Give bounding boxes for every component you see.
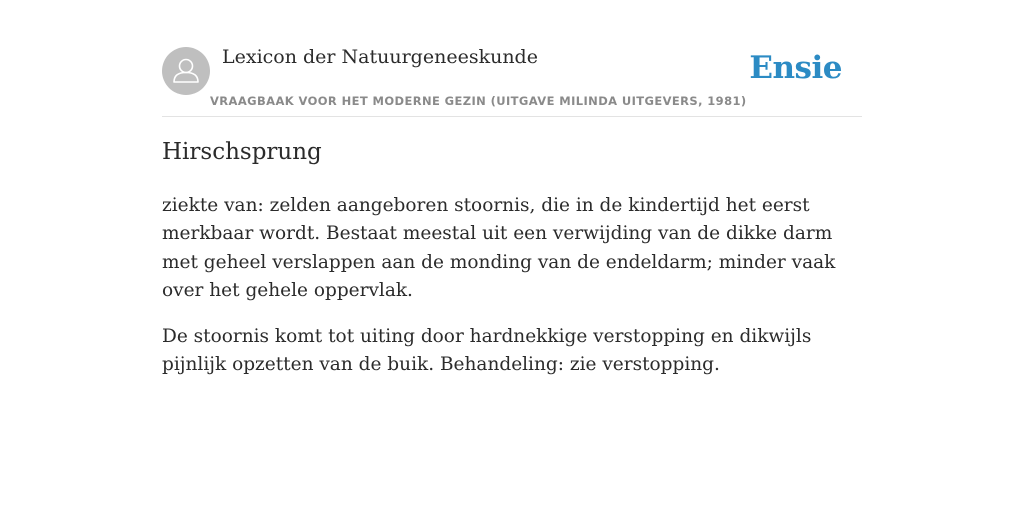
entry-title: Hirschsprung (162, 139, 322, 165)
user-silhouette-icon (162, 47, 210, 95)
entry-paragraph: ziekte van: zelden aangeboren stoornis, die in de kindertijd het eerst merkbaar wordt. Bestaat meestal uit een verwijding van de dikke darm met geheel verslappen aan de monding van de endeldarm; minder vaak over het gehele oppervlak. (162, 195, 836, 301)
ensie-logo[interactable]: Ensie (749, 50, 842, 86)
page (162, 0, 862, 512)
entry-body (162, 192, 862, 398)
book-subtitle: VRAAGBAAK VOOR HET MODERNE GEZIN (UITGAVE MILINDA UITGEVERS, 1981) (210, 94, 747, 108)
book-title[interactable]: Lexicon der Natuurgeneeskunde (222, 46, 538, 68)
entry-paragraph: De stoornis komt tot uiting door hardnekkige verstopping en dikwijls pijnlijk opzetten van de buik. Behandeling: zie verstopping. (162, 326, 812, 376)
avatar (162, 47, 210, 95)
book-header (162, 0, 862, 117)
